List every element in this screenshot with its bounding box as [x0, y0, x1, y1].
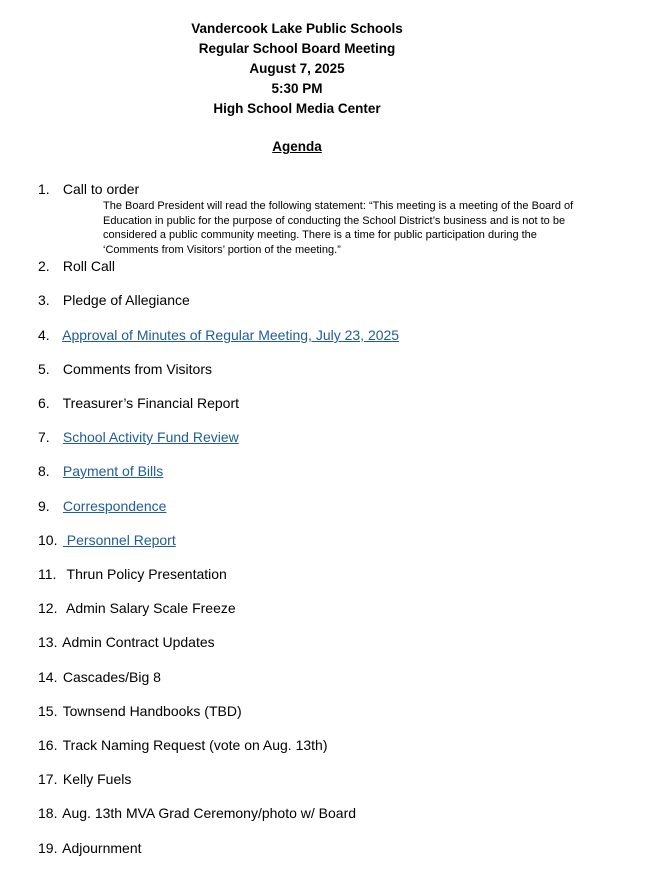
agenda-item-activity-fund [38, 428, 239, 446]
agenda-item-pledge [38, 291, 190, 309]
district-name: Vandercook Lake Public Schools [191, 21, 403, 36]
item-number: 3. [38, 292, 50, 308]
item-number: 9. [38, 498, 50, 514]
agenda-title: Agenda [272, 139, 322, 154]
agenda-item-payment-bills [38, 462, 163, 480]
meeting-type: Regular School Board Meeting [198, 41, 396, 56]
correspondence-link[interactable]: Correspondence [62, 498, 167, 514]
item-label: Pledge of Allegiance [62, 292, 190, 308]
item-number: 12. [38, 600, 58, 616]
item-label: Thrun Policy Presentation [62, 566, 227, 582]
agenda-item-grad-ceremony [38, 804, 356, 822]
meeting-date: August 7, 2025 [249, 61, 345, 76]
item-number: 17. [38, 771, 58, 787]
agenda-item-correspondence [38, 497, 166, 515]
agenda-item-thrun-policy [38, 565, 227, 583]
agenda-item-kelly-fuels [38, 770, 131, 788]
agenda-item-approval-minutes [38, 326, 399, 344]
meeting-time: 5:30 PM [271, 81, 323, 96]
item-label: Adjournment [62, 840, 142, 856]
item-number: 8. [38, 463, 50, 479]
agenda-item-cascades [38, 668, 161, 686]
personnel-report-link[interactable]: Personnel Report [62, 532, 176, 548]
item-number: 2. [38, 258, 50, 274]
agenda-item-comments-visitors [38, 360, 212, 378]
document-header [0, 19, 594, 119]
item-number: 19. [38, 840, 58, 856]
item-number: 7. [38, 429, 50, 445]
item-number: 10. [38, 532, 58, 548]
item-number: 13. [38, 634, 58, 650]
item-label: Kelly Fuels [62, 771, 132, 787]
agenda-item-townsend-handbooks [38, 702, 242, 720]
activity-fund-link[interactable]: School Activity Fund Review [62, 429, 239, 445]
item-number: 18. [38, 805, 58, 821]
agenda-item-call-to-order [38, 180, 139, 198]
item-number: 14. [38, 669, 58, 685]
item-label: Track Naming Request (vote on Aug. 13th) [62, 737, 328, 753]
agenda-item-personnel-report [38, 531, 176, 549]
item-label: Aug. 13th MVA Grad Ceremony/photo w/ Board [62, 805, 357, 821]
item-number: 6. [38, 395, 50, 411]
agenda-item-roll-call [38, 257, 115, 275]
item-label: Roll Call [62, 258, 116, 274]
payment-bills-link[interactable]: Payment of Bills [62, 463, 164, 479]
agenda-item-salary-freeze [38, 599, 236, 617]
item-label: Comments from Visitors [62, 361, 212, 377]
agenda-item-adjournment [38, 839, 142, 857]
item-number: 16. [38, 737, 58, 753]
item-number: 5. [38, 361, 50, 377]
item-number: 1. [38, 181, 50, 197]
board-statement: The Board President will read the following statement: “This meeting is a meeting of the Board of Education in public for the purpose of conducting the School District’s business and is not to be considered a public community meeting. There is a time for public participation during the ‘Comments from Visitors’ portion of the meeting.” [103, 200, 574, 256]
item-label: Call to order [62, 181, 140, 197]
approval-minutes-link[interactable]: Approval of Minutes of Regular Meeting, July 23, 2025 [62, 327, 400, 343]
item-label: Cascades/Big 8 [62, 669, 161, 685]
agenda-item-treasurer-report [38, 394, 239, 412]
item-label: Admin Contract Updates [62, 634, 215, 650]
agenda-item-track-naming [38, 736, 327, 754]
agenda-item-admin-contract [38, 633, 215, 651]
item-number: 11. [38, 566, 57, 582]
meeting-location: High School Media Center [213, 101, 381, 116]
item-number: 15. [38, 703, 58, 719]
item-label: Townsend Handbooks (TBD) [62, 703, 242, 719]
item-number: 4. [38, 327, 50, 343]
item-label: Admin Salary Scale Freeze [62, 600, 236, 616]
item-label: Treasurer’s Financial Report [62, 395, 240, 411]
